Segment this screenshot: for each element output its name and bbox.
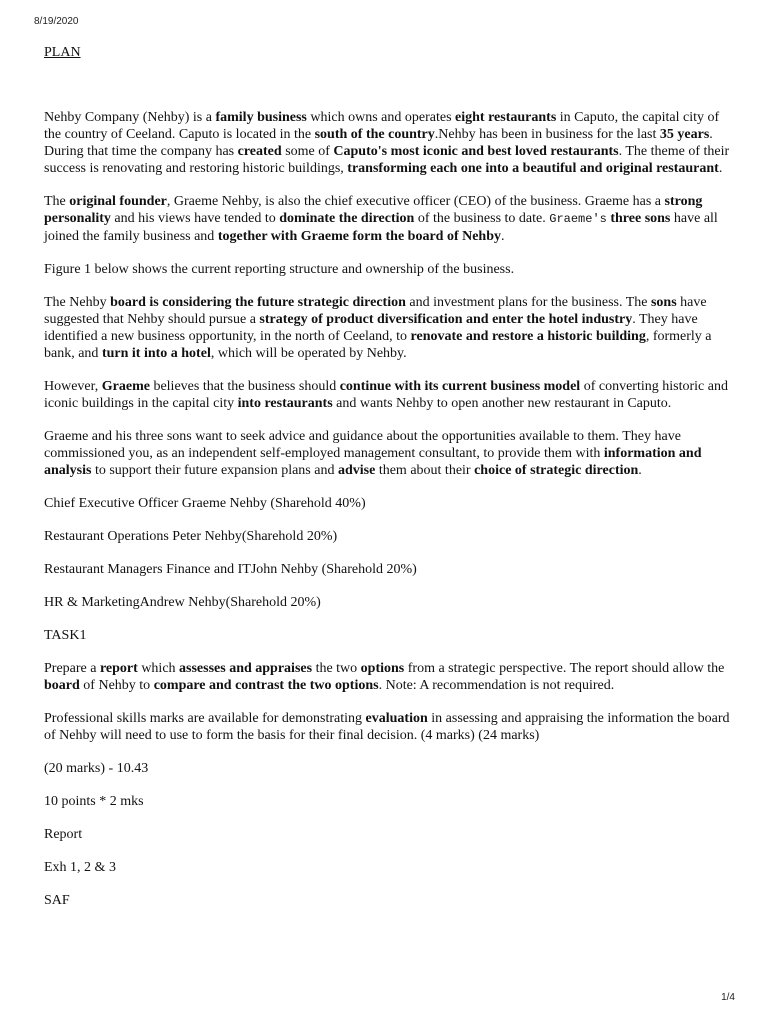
paragraphs bbox=[44, 109, 734, 909]
paragraph bbox=[44, 561, 734, 578]
text-run: have suggested that Nehby should pursue a bbox=[44, 295, 707, 327]
text-run: Nehby Company (Nehby) is a bbox=[44, 110, 216, 125]
bold-text: board is considering the future strategic direction bbox=[110, 295, 406, 310]
bold-text: options bbox=[360, 661, 405, 676]
text-run: Chief Executive Officer Graeme Nehby (Sharehold 40%) bbox=[44, 496, 366, 511]
bold-text: Graeme bbox=[101, 379, 150, 394]
bold-text: dominate the direction bbox=[279, 211, 415, 226]
paragraph bbox=[44, 710, 734, 744]
bold-text: into restaurants bbox=[237, 396, 333, 411]
text-run: . The theme of their success is renovating and restoring historic buildings, bbox=[44, 144, 730, 176]
text-run: , formerly a bank, and bbox=[44, 329, 712, 361]
text-run: . bbox=[638, 463, 642, 478]
text-run: . Note: A recommendation is not required. bbox=[378, 678, 615, 693]
print-date: 8/19/2020 bbox=[34, 16, 79, 27]
bold-text: advise bbox=[337, 463, 376, 478]
text-run: (20 marks) - 10.43 bbox=[44, 761, 149, 776]
bold-text: information and analysis bbox=[44, 446, 702, 478]
text-run: However, bbox=[44, 379, 102, 394]
text-run: of the business to date. bbox=[414, 211, 550, 226]
bold-text: 35 years bbox=[659, 127, 710, 142]
text-run: Exh 1, 2 & 3 bbox=[44, 860, 116, 875]
document-title: PLAN bbox=[44, 45, 81, 60]
text-run: , Graeme Nehby, is also the chief executive officer (CEO) of the business. Graeme has a bbox=[166, 194, 665, 209]
paragraph bbox=[44, 428, 734, 479]
text-run: Restaurant Managers Finance and ITJohn Nehby (Sharehold 20%) bbox=[44, 562, 417, 577]
text-run: . During that time the company has bbox=[44, 127, 713, 159]
text-run: SAF bbox=[44, 893, 70, 908]
paragraph bbox=[44, 378, 734, 412]
text-run: 10 points * 2 mks bbox=[44, 794, 144, 809]
bold-text: renovate and restore a historic building bbox=[410, 329, 646, 344]
text-run: have all joined the family business and bbox=[44, 211, 718, 244]
paragraph bbox=[44, 109, 734, 177]
document-body bbox=[44, 44, 734, 909]
paragraph bbox=[44, 193, 734, 245]
paragraph bbox=[44, 594, 734, 611]
text-run: The bbox=[44, 194, 70, 209]
text-run: TASK1 bbox=[44, 628, 87, 643]
text-run: in Caputo, the capital city of the country of Ceeland. Caputo is located in the bbox=[44, 110, 720, 142]
page-number: 1/4 bbox=[721, 992, 735, 1003]
bold-text: transforming each one into a beautiful and original restaurant bbox=[347, 161, 719, 176]
bold-text: turn it into a hotel bbox=[101, 346, 211, 361]
text-run: which owns and operates bbox=[306, 110, 456, 125]
paragraph bbox=[44, 892, 734, 909]
paragraph bbox=[44, 528, 734, 545]
text-run: . bbox=[718, 161, 723, 176]
bold-text: family business bbox=[215, 110, 307, 125]
bold-text: south of the country bbox=[314, 127, 435, 142]
text-run: and wants Nehby to open another new restaurant in Caputo. bbox=[332, 396, 672, 411]
bold-text: choice of strategic direction bbox=[474, 463, 639, 478]
paragraph bbox=[44, 859, 734, 876]
text-run: in assessing and appraising the information the board of Nehby will need to use to form the basis for their final decision. (4 marks) (24 marks) bbox=[44, 711, 730, 743]
paragraph bbox=[44, 660, 734, 694]
bold-text: Caputo's most iconic and best loved restaurants bbox=[333, 144, 619, 159]
text-run: of Nehby to bbox=[79, 678, 154, 693]
text-run: Professional skills marks are available for demonstrating bbox=[44, 711, 366, 726]
text-run: which bbox=[137, 661, 180, 676]
text-run: Graeme and his three sons want to seek advice and guidance about the opportunities available to them. They have commissioned you, as an independent self-employed management consultant, to provide them with bbox=[44, 429, 681, 461]
paragraph bbox=[44, 495, 734, 512]
text-run: to support their future expansion plans and bbox=[91, 463, 338, 478]
text-run: them about their bbox=[375, 463, 475, 478]
text-run: Prepare a bbox=[44, 661, 100, 676]
bold-text: sons bbox=[650, 295, 677, 310]
text-run: HR & MarketingAndrew Nehby(Sharehold 20%) bbox=[44, 595, 321, 610]
paragraph bbox=[44, 294, 734, 362]
bold-text: three sons bbox=[610, 211, 671, 226]
bold-text: report bbox=[99, 661, 138, 676]
text-run: Restaurant Operations Peter Nehby(Sharehold 20%) bbox=[44, 529, 338, 544]
bold-text: original founder bbox=[69, 194, 167, 209]
bold-text: strategy of product diversification and enter the hotel industry bbox=[259, 312, 633, 327]
bold-text: together with Graeme form the board of Nehby bbox=[217, 229, 501, 244]
paragraph bbox=[44, 627, 734, 644]
paragraph bbox=[44, 760, 734, 777]
bold-text: compare and contrast the two options bbox=[153, 678, 379, 693]
bold-text: evaluation bbox=[365, 711, 428, 726]
bold-text: eight restaurants bbox=[455, 110, 557, 125]
text-run: from a strategic perspective. The report should allow the bbox=[404, 661, 725, 676]
text-run: Graeme's bbox=[549, 212, 607, 226]
text-run: . bbox=[501, 229, 505, 244]
bold-text: created bbox=[237, 144, 282, 159]
text-run: of converting historic and iconic buildings in the capital city bbox=[44, 379, 728, 411]
paragraph bbox=[44, 261, 734, 278]
text-run: Figure 1 below shows the current reporting structure and ownership of the business. bbox=[44, 262, 515, 277]
text-run: Report bbox=[44, 827, 83, 842]
bold-text: board bbox=[44, 678, 80, 693]
paragraph bbox=[44, 793, 734, 810]
text-run: The Nehby bbox=[44, 295, 111, 310]
text-run: .Nehby has been in business for the last bbox=[434, 127, 660, 142]
text-run: and investment plans for the business. The bbox=[405, 295, 651, 310]
text-run: , which will be operated by Nehby. bbox=[210, 346, 407, 361]
text-run: some of bbox=[281, 144, 334, 159]
text-run: the two bbox=[312, 661, 361, 676]
bold-text: assesses and appraises bbox=[179, 661, 313, 676]
text-run: . They have identified a new business opportunity, in the north of Ceeland, to bbox=[44, 312, 698, 344]
bold-text: strong personality bbox=[44, 194, 703, 226]
text-run: believes that the business should bbox=[149, 379, 340, 394]
bold-text: continue with its current business model bbox=[339, 379, 581, 394]
paragraph bbox=[44, 826, 734, 843]
text-run: and his views have tended to bbox=[110, 211, 280, 226]
